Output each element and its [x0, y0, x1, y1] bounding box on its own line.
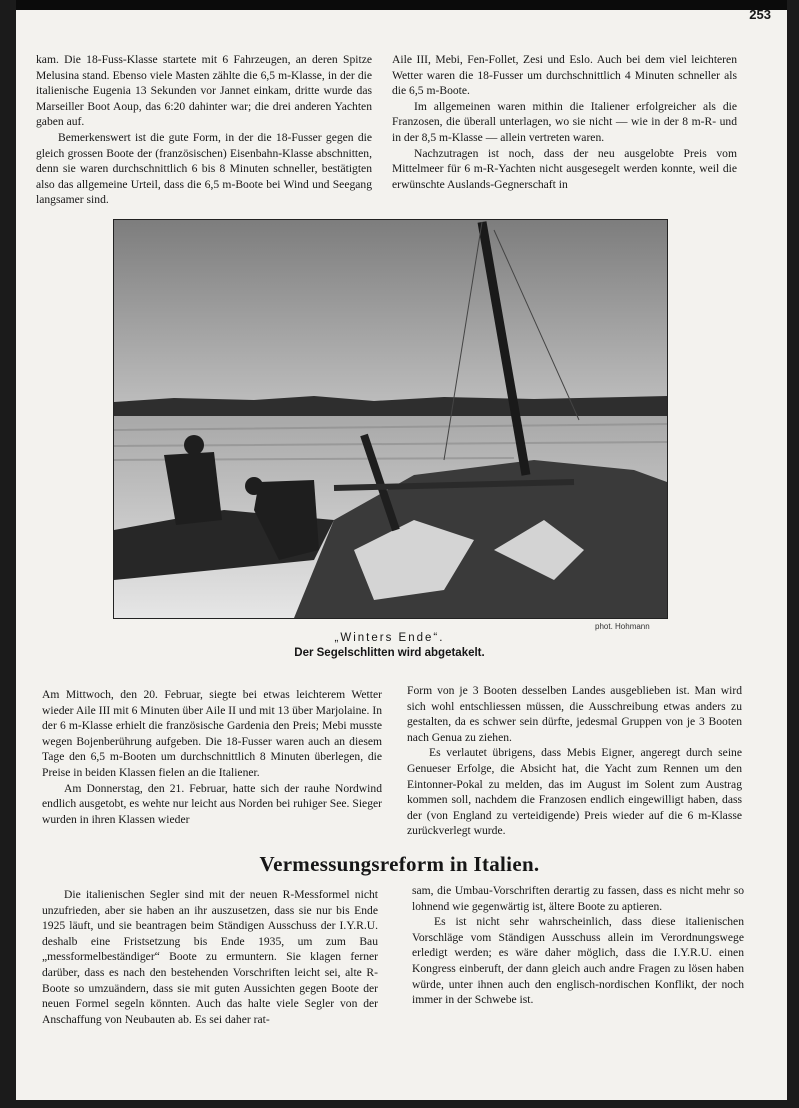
paragraph: Bemerkenswert ist die gute Form, in der die 18-Fusser gegen die gleich grossen Boote der (französischen) Eisenbahn-Klasse abschnitten, denn sie waren durchschnittlich 6 bis 8 Minuten schneller, bestätigten also das allgemeine Urteil, dass die 6,5 m-Boote bei Wind und Seegang langsamer sind. — [36, 130, 372, 207]
page-bottom-edge — [0, 1100, 799, 1108]
column-bottom-left — [42, 887, 378, 1027]
paragraph: kam. Die 18-Fuss-Klasse startete mit 6 Fahrzeugen, an deren Spitze Melusina stand. Ebenso viele Masten zählte die 6,5 m-Klasse, in der die italienische Eugenia 13 Sekunden vor Jannet einkam, dritte wurde das Marseiller Boot Aoup, das 6:20 dahinter war; die drei anderen Yachten gaben auf. — [36, 53, 372, 129]
photograph-illustration — [114, 220, 667, 618]
column-middle-left — [42, 687, 382, 827]
paragraph: Am Mittwoch, den 20. Februar, siegte bei etwas leichterem Wetter wieder Aile III mit 6 Minuten über Aile II und mit 13 über Marjolaine. In der 6 m-Klasse erhielt die französische Gardenia den Preis; Mebi musste wegen Bojenberührung aufgeben. Die 18-Fusser waren auch an diesem Tage den 6,5 m-Booten um durchschnittlich 8 Minuten überlegen, die Preise in beiden Klassen fielen an die Italiener. — [42, 688, 382, 779]
column-top-right — [392, 52, 737, 192]
page-right-edge — [787, 0, 799, 1108]
sky — [114, 220, 667, 405]
paragraph: Am Donnerstag, den 21. Februar, hatte sich der rauhe Nordwind endlich ausgetobt, es wehte nur leicht aus Norden bei ruhiger See. Sieger wurden in ihren Klassen wieder — [42, 781, 382, 826]
page-left-edge — [0, 0, 16, 1108]
paragraph: Aile III, Mebi, Fen-Follet, Zesi und Eslo. Auch bei dem viel leichteren Wetter waren die 18-Fusser um durchschnittlich 4 Minuten schneller als die 6,5 m-Boote. — [392, 53, 737, 98]
photo-credit: phot. Hohmann — [595, 622, 650, 631]
paragraph: Im allgemeinen waren mithin die Italiener erfolgreicher als die Franzosen, die überall unterlagen, wo sie nicht — wie in der 8 m-R- und in der 8,5 m-Klasse — allein vertreten waren. — [392, 99, 737, 144]
photo-caption-subtitle: Der Segelschlitten wird abgetakelt. — [294, 647, 485, 659]
column-middle-right — [407, 683, 742, 839]
photograph-ice-yacht — [113, 219, 668, 619]
section-heading: Vermessungsreform in Italien. — [259, 852, 540, 876]
paragraph: Es verlautet übrigens, dass Mebis Eigner, angeregt durch seine Genueser Erfolge, die Absicht hat, die Yacht zum Rennen um den Eintonner-Pokal zu melden, das im August im Solent zum Austrag kommen soll, nachdem die Franzosen endlich eingewilligt haben, dass der (von England zu verteidigende) Preis wieder auf die 6 m-Klasse zurückverlegt wurde. — [407, 746, 742, 838]
photo-caption-title: „Winters Ende“. — [334, 632, 445, 644]
paragraph: Nachzutragen ist noch, dass der neu ausgelobte Preis vom Mittelmeer für 6 m-R-Yachten nicht ausgesegelt werden konnte, weil die erwünschte Auslands-Gegnerschaft in — [392, 146, 737, 191]
paragraph: Die italienischen Segler sind mit der neuen R-Messformel nicht unzufrieden, aber sie haben an ihr auszusetzen, dass sie nur bis Ende 1925 läuft, und sie beantragen beim Ständigen Ausschuss der I.Y.R.U. deshalb eine Fristsetzung bis Ende 1935, um zum Bau „messformelbeständiger“ Boote zu ermuntern. Sie klagen ferner darüber, dass es nach den bestehenden Vorschriften leicht sei, alte R-Boote so umzuändern, dass sie mit guten Aussichten gegen Boote der neuen Formel segeln könnten. Auch das halte viele Segler von der Anschaffung von Neubauten ab. Es sei daher rat- — [42, 888, 378, 1026]
paragraph: sam, die Umbau-Vorschriften derartig zu fassen, dass es nicht mehr so lohnend wie gegenwärtig ist, ältere Boote zu aptieren. — [412, 884, 744, 913]
page-top-edge — [0, 0, 799, 10]
paragraph: Es ist nicht sehr wahrscheinlich, dass diese italienischen Vorschläge vom Ständigen Ausschuss allein im Verordnungswege erledigt werden; es wäre daher möglich, dass die I.Y.R.U. einen Kongress einberuft, der dann gleich auch andre Fragen zu lösen haben würde, unter ihnen auch den englisch-nordischen Konflikt, der noch immer in der Schwebe ist. — [412, 915, 744, 1007]
page-number: 253 — [749, 7, 771, 22]
column-top-left — [36, 52, 372, 208]
paragraph: Form von je 3 Booten desselben Landes ausgeblieben ist. Man wird sich wohl entschliessen müssen, die Ausschreibung etwas anders zu gestalten, da es schwer sein dürfte, jedesmal Gruppen von je 3 Booten nach Genua zu ziehen. — [407, 684, 742, 744]
column-bottom-right — [412, 883, 744, 1008]
